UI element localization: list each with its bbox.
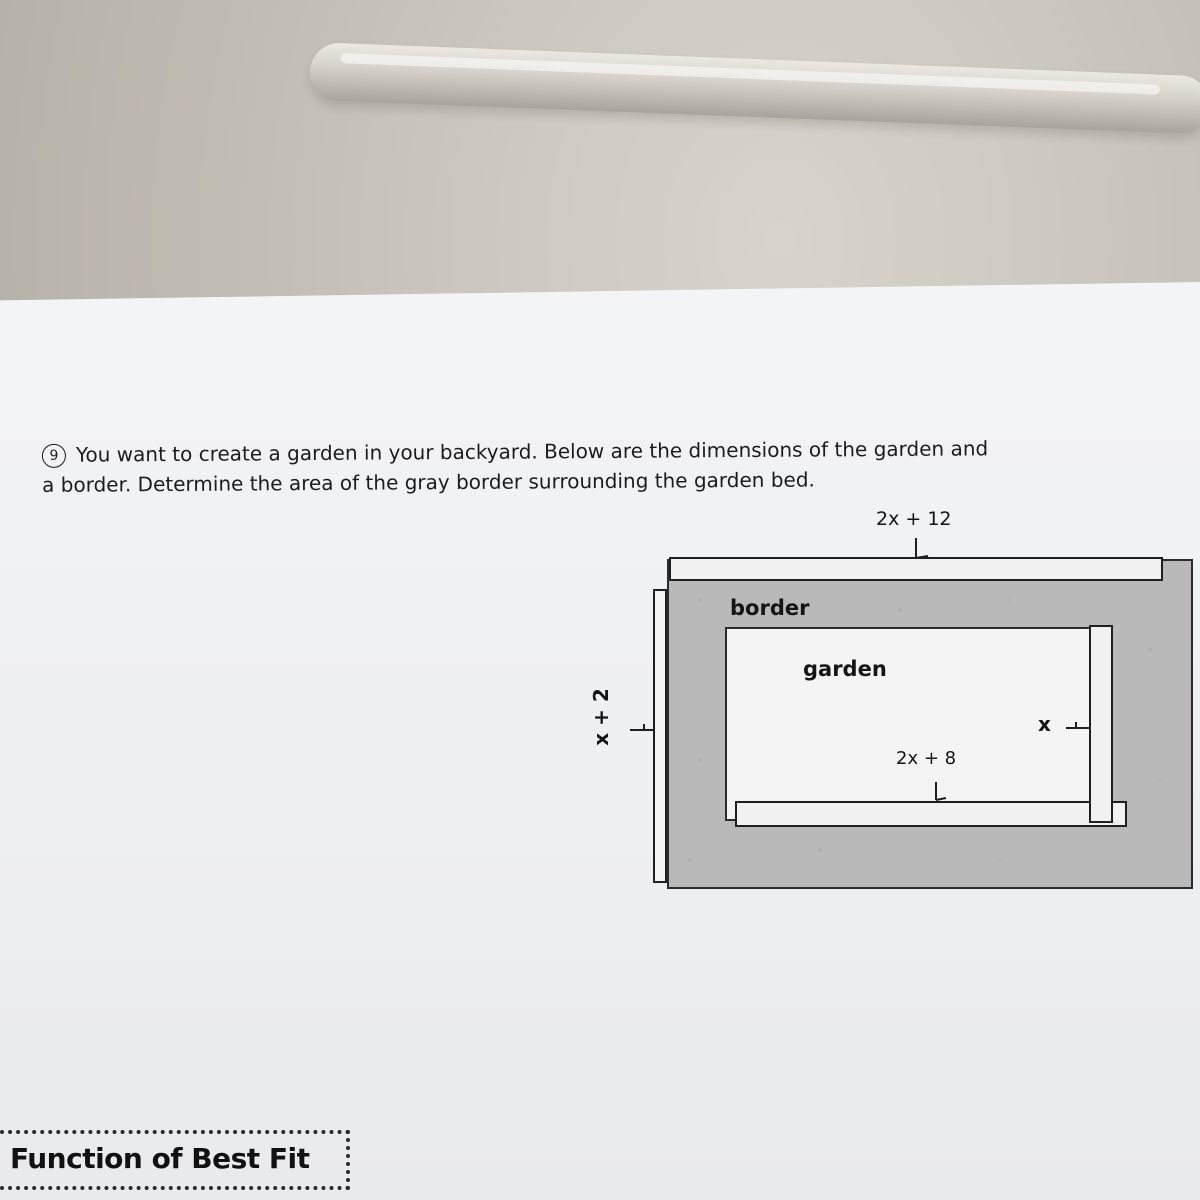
outer-width-label: 2x + 12: [876, 508, 952, 530]
problem-text-1: You want to create a garden in your backyard. Below are the dimensions of the garden and: [75, 436, 989, 467]
outer-height-pointer: [630, 724, 654, 730]
problem-number: 9: [42, 444, 66, 468]
problem-line-2: a border. Determine the area of the gray border surrounding the garden bed.: [42, 467, 815, 497]
inner-width-label: 2x + 8: [896, 748, 957, 769]
inner-width-bar: [736, 802, 1126, 826]
outer-width-bar: [670, 558, 1162, 580]
outer-height-bar: [654, 590, 666, 882]
outer-width-pointer: [916, 538, 928, 558]
inner-height-bar: [1090, 626, 1112, 822]
outer-height-label: x + 2: [588, 688, 613, 746]
inner-height-label: x: [1038, 712, 1051, 736]
garden-region: [726, 628, 1112, 820]
garden-label: garden: [803, 657, 887, 681]
section-label: Function of Best Fit: [10, 1142, 310, 1175]
border-label: border: [730, 596, 810, 620]
